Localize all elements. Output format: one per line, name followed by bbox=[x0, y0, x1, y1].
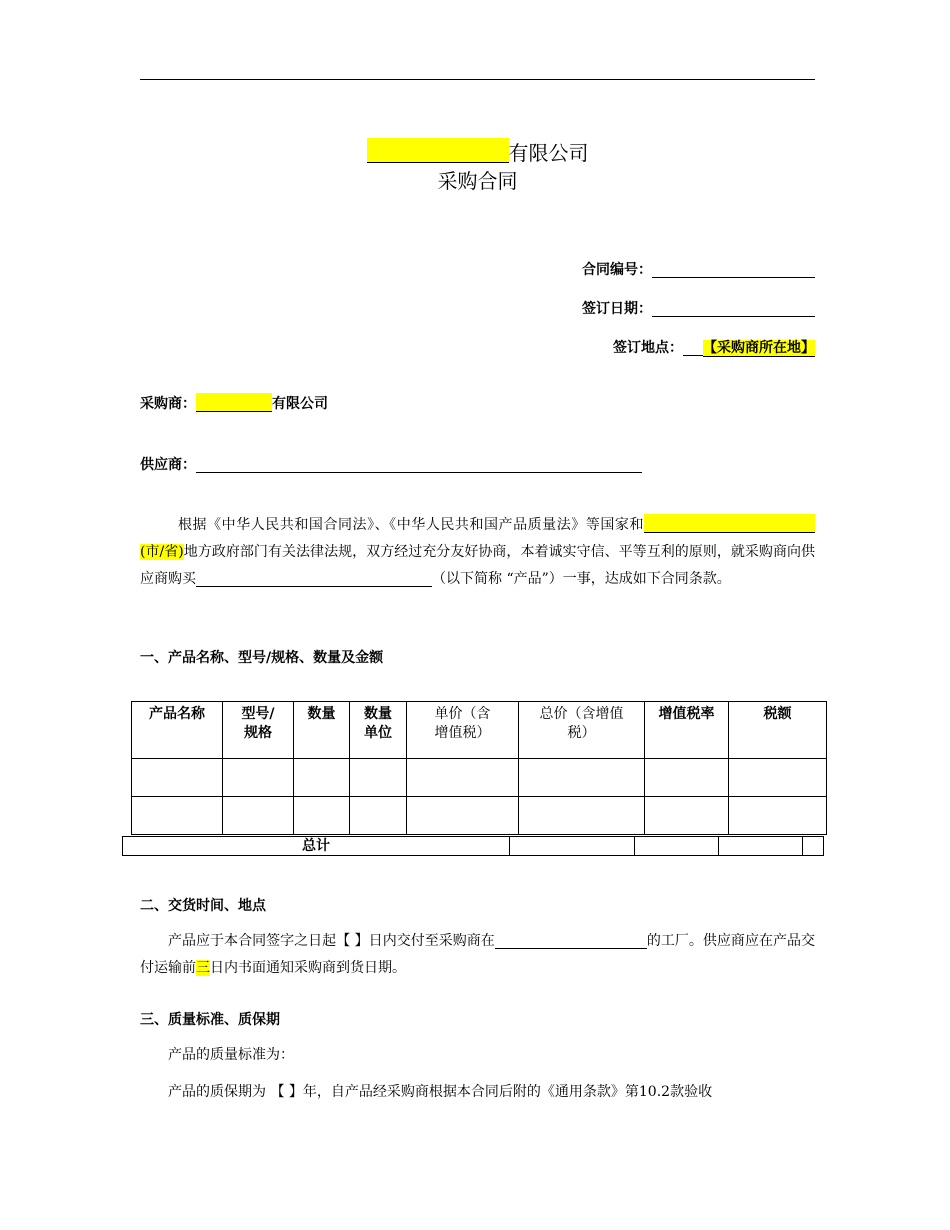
delivery-text-3: 日内书面通知采购商到货日期。 bbox=[210, 960, 406, 976]
table-cell[interactable] bbox=[132, 797, 223, 835]
region-blank-2[interactable] bbox=[743, 514, 815, 533]
section2-paragraph bbox=[140, 928, 815, 982]
sign-place-value[interactable]: 【采购商所在地】 bbox=[703, 340, 815, 356]
quality-standard-text: 产品的质量标准为： bbox=[168, 1047, 294, 1063]
sign-date-blank[interactable] bbox=[652, 300, 815, 317]
table-cell[interactable] bbox=[350, 797, 407, 835]
total-cell[interactable] bbox=[509, 837, 635, 855]
contract-number-blank[interactable] bbox=[652, 261, 815, 278]
contract-title: 采购合同 bbox=[437, 169, 518, 193]
region-blank-1[interactable] bbox=[644, 514, 743, 533]
table-cell[interactable] bbox=[407, 759, 519, 797]
table-cell[interactable] bbox=[294, 797, 350, 835]
table-cell[interactable] bbox=[519, 759, 645, 797]
table-cell[interactable] bbox=[729, 797, 827, 835]
delivery-location-blank[interactable] bbox=[495, 932, 647, 949]
company-title-line bbox=[140, 138, 815, 167]
table-total-row bbox=[122, 836, 824, 856]
sign-date-label: 签订日期： bbox=[582, 301, 652, 317]
delivery-text-1: 产品应于本合同签字之日起【 】日内交付至采购商在 bbox=[168, 933, 495, 949]
warranty-text: 产品的质保期为 【 】年，自产品经采购商根据本合同后附的《通用条款》第10.2款验收 bbox=[168, 1084, 713, 1100]
city-province: (市/省) bbox=[140, 544, 184, 560]
product-table bbox=[131, 701, 827, 835]
table-row bbox=[132, 759, 827, 797]
total-cell[interactable] bbox=[634, 837, 719, 855]
delivery-text-2: 的工厂。供应商应在产品交付运输前 bbox=[140, 933, 816, 976]
col-unit-price: 单价（含增值税） bbox=[407, 702, 519, 759]
section1-heading: 一、产品名称、型号/规格、数量及金额 bbox=[140, 650, 384, 666]
buyer-suffix: 有限公司 bbox=[272, 396, 328, 412]
company-suffix: 有限公司 bbox=[508, 141, 589, 165]
table-header-row bbox=[132, 702, 827, 759]
buyer-name-blank[interactable] bbox=[196, 393, 272, 412]
company-name-blank[interactable] bbox=[367, 138, 509, 163]
sign-place-label: 签订地点： bbox=[613, 340, 683, 356]
table-cell[interactable] bbox=[519, 797, 645, 835]
table-cell[interactable] bbox=[223, 759, 294, 797]
table-cell[interactable] bbox=[645, 759, 729, 797]
header-rule bbox=[140, 79, 815, 80]
intro-text-3: （以下简称 “产品”）一事，达成如下合同条款。 bbox=[432, 571, 731, 587]
sign-place-lead-blank bbox=[683, 339, 703, 356]
table-cell[interactable] bbox=[350, 759, 407, 797]
section3-heading: 三、质量标准、质保期 bbox=[140, 1012, 280, 1028]
col-vat-rate: 增值税率 bbox=[645, 702, 729, 759]
col-product-name: 产品名称 bbox=[132, 702, 223, 759]
section2-heading: 二、交货时间、地点 bbox=[140, 898, 266, 914]
table-cell[interactable] bbox=[223, 797, 294, 835]
notice-days: 三 bbox=[196, 960, 210, 976]
supplier-name-blank[interactable] bbox=[196, 456, 642, 473]
contract-number-label: 合同编号： bbox=[582, 262, 652, 278]
contract-number-row bbox=[415, 259, 815, 279]
total-cell[interactable] bbox=[718, 837, 803, 855]
buyer-row bbox=[140, 393, 328, 413]
col-tax-amount: 税额 bbox=[729, 702, 827, 759]
col-quantity-unit: 数量单位 bbox=[350, 702, 407, 759]
col-model-spec: 型号/规格 bbox=[223, 702, 294, 759]
sign-place-row bbox=[415, 337, 815, 357]
buyer-label: 采购商： bbox=[140, 396, 196, 412]
intro-text-2: 地方政府部门有关法律法规，双方经过充分友好协商，本着诚实守信、平等互利的原则，就采购商向供应商购买 bbox=[140, 544, 816, 587]
table-cell[interactable] bbox=[132, 759, 223, 797]
total-label: 总计 bbox=[123, 837, 510, 855]
col-total-price: 总价（含增值税） bbox=[519, 702, 645, 759]
col-quantity: 数量 bbox=[294, 702, 350, 759]
product-blank[interactable] bbox=[196, 570, 432, 587]
table-cell[interactable] bbox=[729, 759, 827, 797]
title-block bbox=[140, 138, 815, 195]
intro-text-1: 根据《中华人民共和国合同法》、《中华人民共和国产品质量法》等国家和 bbox=[178, 517, 644, 533]
supplier-row bbox=[140, 454, 642, 474]
table-row bbox=[132, 797, 827, 835]
table-cell[interactable] bbox=[645, 797, 729, 835]
table-cell[interactable] bbox=[407, 797, 519, 835]
sign-date-row bbox=[415, 298, 815, 318]
table-cell[interactable] bbox=[294, 759, 350, 797]
intro-paragraph bbox=[140, 512, 815, 593]
supplier-label: 供应商： bbox=[140, 457, 196, 473]
